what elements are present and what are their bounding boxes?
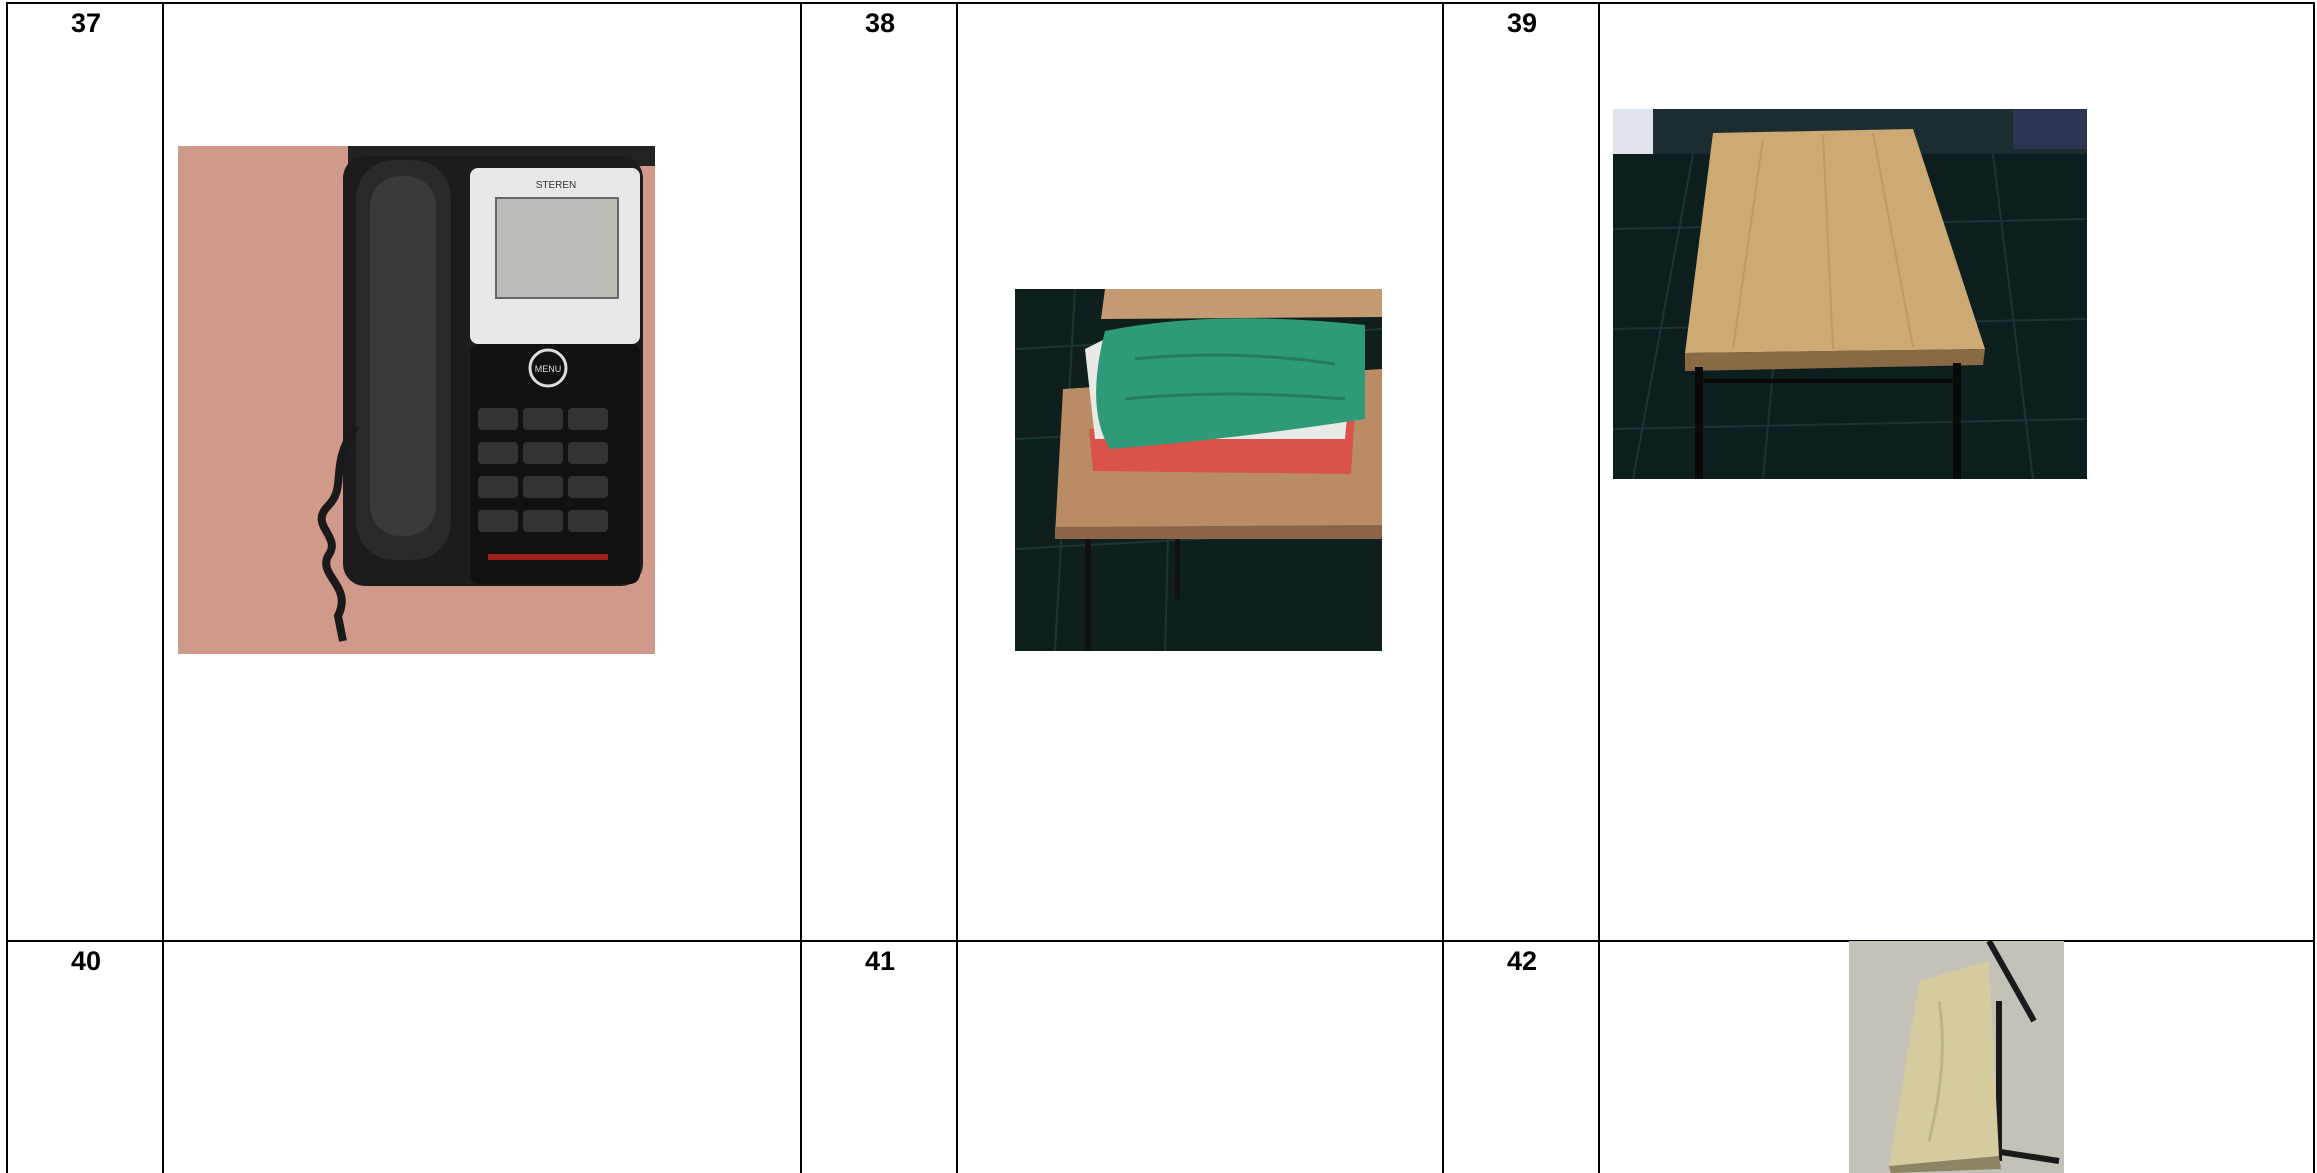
item-number: 39	[1506, 8, 1538, 38]
table-border-right	[2313, 2, 2315, 1173]
table-border-left	[6, 2, 8, 1173]
table-column-divider	[1598, 2, 1600, 1173]
bench-photo	[1849, 941, 2064, 1173]
table-column-divider	[956, 2, 958, 1173]
table-border-top	[6, 2, 2314, 4]
fabric-photo	[1015, 289, 1382, 651]
item-number: 41	[864, 946, 896, 976]
table-column-divider	[162, 2, 164, 1173]
table-column-divider	[1442, 2, 1444, 1173]
telephone-photo	[178, 146, 655, 654]
table-photo	[1613, 109, 2087, 479]
item-number: 42	[1506, 946, 1538, 976]
item-number: 37	[70, 8, 102, 38]
item-number: 40	[70, 946, 102, 976]
item-number: 38	[864, 8, 896, 38]
table-column-divider	[800, 2, 802, 1173]
phone-brand-label: STEREN	[535, 180, 577, 191]
phone-menu-label: MENU	[534, 364, 562, 374]
